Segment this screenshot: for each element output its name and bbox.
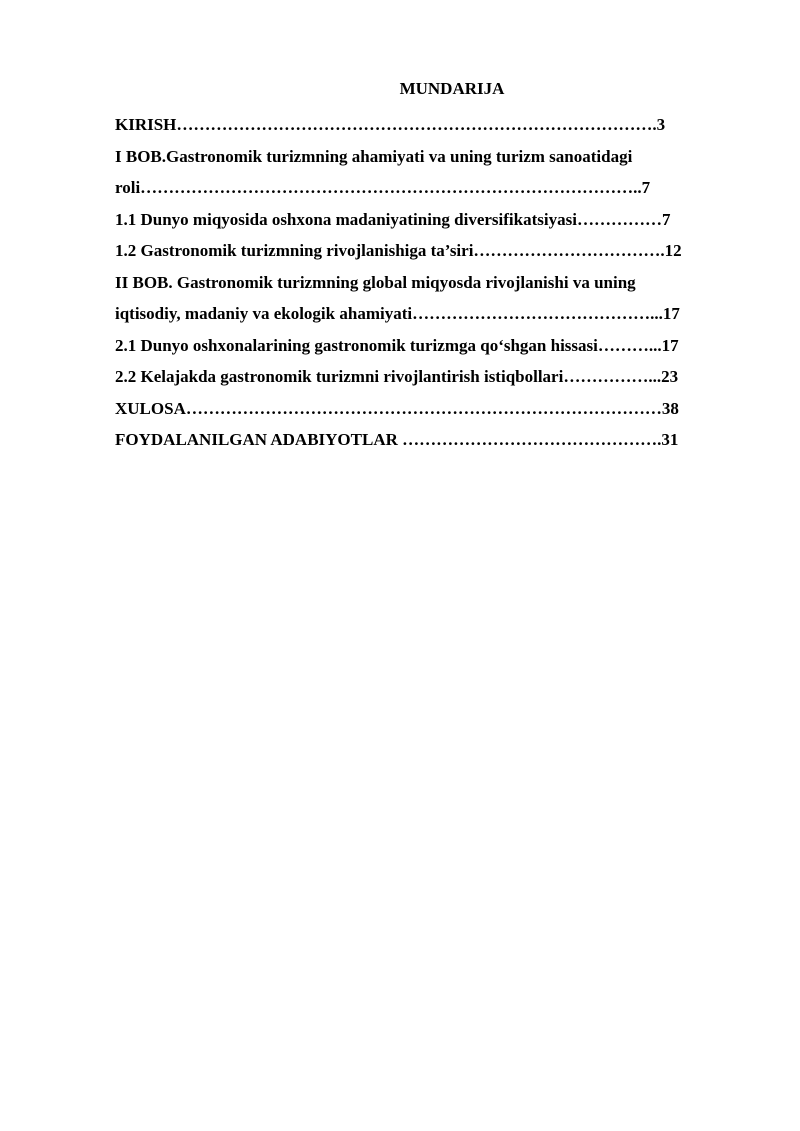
toc-entry-section-1-1: 1.1 Dunyo miqyosida oshxona madaniyatining diversifikatsiyasi……………7 xyxy=(115,209,671,229)
table-of-contents-title: MUNDARIJA xyxy=(399,79,505,98)
toc-entry-section-1-2: 1.2 Gastronomik turizmning rivojlanishiga ta’siri…………………………….12 xyxy=(115,241,682,260)
toc-entry-section-2-1: 2.1 Dunyo oshxonalarining gastronomik turizmga qo‘shgan hissasi………...17 xyxy=(115,335,679,355)
table-of-contents xyxy=(115,109,755,456)
toc-entry-xulosa: XULOSA…………………………………………………………………………38 xyxy=(115,398,679,418)
toc-entry-chapter-1-heading: I BOB.Gastronomik turizmning ahamiyati va uning turizm sanoatidagi xyxy=(115,146,633,166)
toc-entry-chapter-2-heading: II BOB. Gastronomik turizmning global miqyosda rivojlanishi va uning xyxy=(115,272,636,292)
toc-entry-chapter-1-heading-cont: roli……………………………………………………………………………..7 xyxy=(115,178,651,197)
toc-entry-chapter-2-heading-cont: iqtisodiy, madaniy va ekologik ahamiyati……………………………………...17 xyxy=(115,304,680,323)
toc-entry-section-2-2: 2.2 Kelajakda gastronomik turizmni rivojlantirish istiqbollari……………...23 xyxy=(115,367,679,386)
toc-entry-kirish: KIRISH………………………………………………………………………….3 xyxy=(115,115,666,134)
toc-entry-references: FOYDALANILGAN ADABIYOTLAR ……………………………………….31 xyxy=(115,430,679,449)
